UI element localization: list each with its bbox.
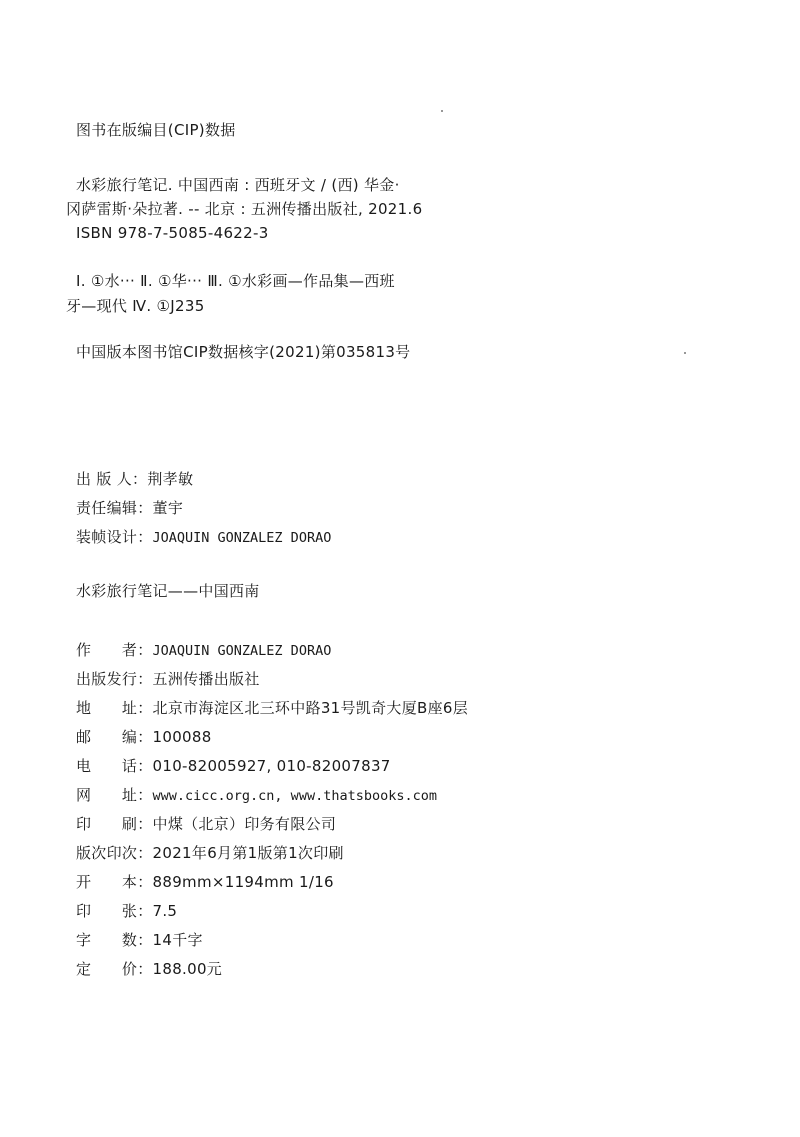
publication-label: 印 刷： [76,815,153,833]
publication-value: 188.00元 [152,960,223,978]
publication-label: 出版发行： [76,670,153,688]
publication-row [76,640,331,661]
staff-row [76,469,193,489]
publication-row [76,872,334,892]
publication-value: 010-82005927, 010-82007837 [152,757,391,775]
cip-record-line: 冈萨雷斯·朵拉著. -- 北京 : 五洲传播出版社, 2021.6 [66,200,423,218]
publication-value: 100088 [152,728,212,746]
cip-record-line: 水彩旅行笔记. 中国西南 : 西班牙文 / (西) 华金· [76,176,400,194]
publication-value: JOAQUIN GONZALEZ DORAO [152,643,332,659]
publication-value: 14千字 [152,931,203,949]
publication-label: 作 者： [76,641,153,659]
publication-row [76,698,468,718]
scan-speck [441,110,443,112]
publication-label: 邮 编： [76,728,153,746]
publication-row [76,814,336,834]
cip-isbn: ISBN 978-7-5085-4622-3 [76,224,269,242]
publication-value: 889mm×1194mm 1/16 [152,873,334,891]
publication-row [76,843,344,863]
publication-label: 版次印次： [76,844,153,862]
publication-row [76,669,260,689]
staff-label: 出 版 人： [76,470,148,488]
cip-verify-number: 中国版本图书馆CIP数据核字(2021)第035813号 [76,343,411,361]
publication-label: 字 数： [76,931,153,949]
staff-label: 责任编辑： [76,499,153,517]
staff-row [76,527,331,548]
publication-label: 网 址： [76,786,153,804]
publication-row [76,756,391,776]
publication-value: 2021年6月第1版第1次印刷 [152,844,344,862]
staff-row [76,498,183,518]
publication-value: www.cicc.org.cn, www.thatsbooks.com [152,788,437,804]
cip-heading: 图书在版编目(CIP)数据 [76,121,236,139]
cip-classification-line: Ⅰ. ①水··· Ⅱ. ①华··· Ⅲ. ①水彩画—作品集—西班 [76,272,395,290]
publication-value: 五洲传播出版社 [152,670,260,688]
publication-label: 电 话： [76,757,153,775]
publication-label: 印 张： [76,902,153,920]
publication-row [76,959,222,979]
publication-row [76,901,177,921]
publication-label: 开 本： [76,873,153,891]
publication-row [76,930,203,950]
staff-value: 董宇 [152,499,184,517]
book-title: 水彩旅行笔记——中国西南 [76,582,260,600]
cip-classification-line: 牙—现代 Ⅳ. ①J235 [66,297,205,315]
publication-value: 北京市海淀区北三环中路31号凯奇大厦B座6层 [152,699,469,717]
publication-label: 定 价： [76,960,153,978]
publication-row [76,727,212,747]
staff-label: 装帧设计： [76,528,153,546]
publication-value: 7.5 [152,902,178,920]
publication-label: 地 址： [76,699,153,717]
staff-value: JOAQUIN GONZALEZ DORAO [152,530,332,546]
scan-speck [684,352,686,354]
staff-value: 荆孝敏 [147,470,194,488]
publication-value: 中煤（北京）印务有限公司 [152,815,337,833]
publication-row [76,785,437,806]
